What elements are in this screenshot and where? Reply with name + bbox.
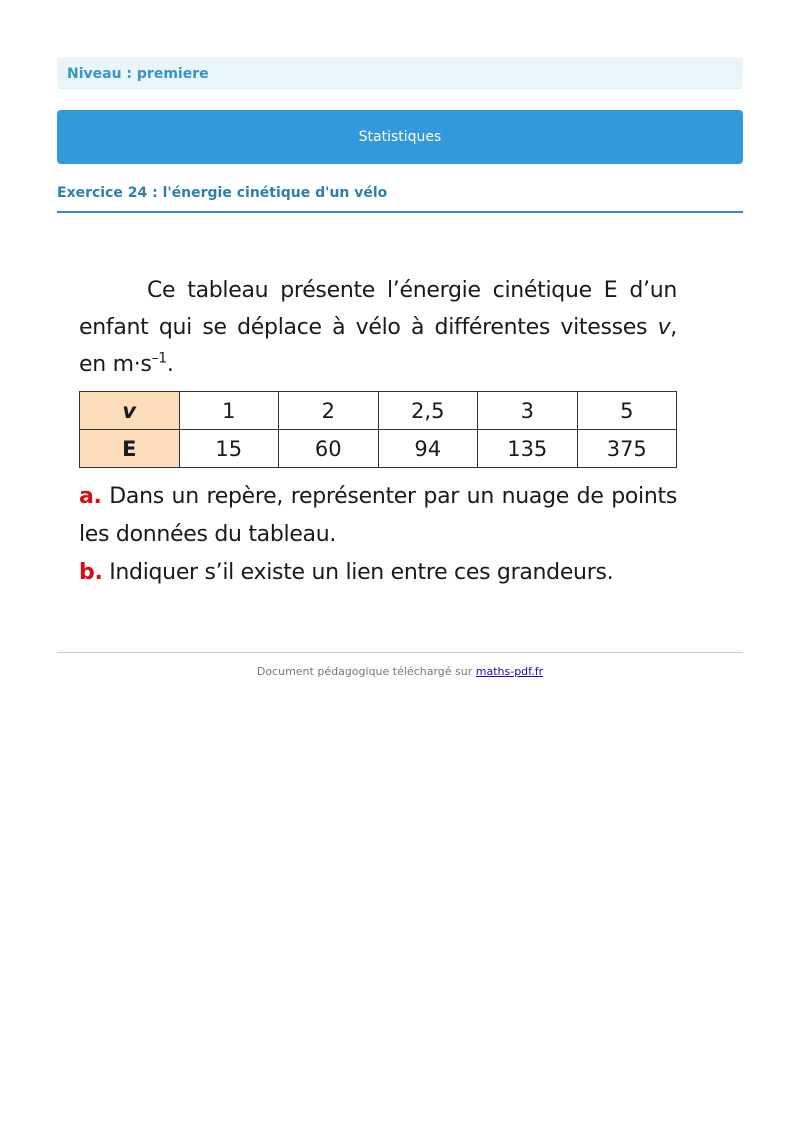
- table-cell-e: 15: [179, 430, 279, 468]
- exercise-content: [79, 272, 677, 592]
- data-table: [79, 391, 677, 468]
- exercise-title: Exercice 24 : l'énergie cinétique d'un vélo: [57, 185, 743, 213]
- level-bar: [57, 57, 743, 90]
- table-cell-v: 1: [179, 392, 279, 430]
- intro-end: .: [166, 352, 174, 377]
- footer: [57, 665, 743, 678]
- table-cell-e: 94: [378, 430, 478, 468]
- table-row-e: [80, 430, 677, 468]
- table-cell-e: 60: [279, 430, 379, 468]
- intro-text-2: , en m·s: [79, 315, 677, 377]
- table-header-e: E: [80, 430, 180, 468]
- table-cell-v: 5: [577, 392, 677, 430]
- question-letter: b.: [79, 560, 103, 585]
- question-text: Dans un repère, représenter par un nuage de points les données du tableau.: [79, 484, 677, 547]
- intro-variable: v: [657, 315, 671, 340]
- level-label: Niveau : premiere: [67, 65, 209, 82]
- question-a: [79, 478, 677, 554]
- footer-link[interactable]: maths-pdf.fr: [475, 665, 544, 678]
- table-cell-e: 135: [478, 430, 578, 468]
- subject-title: Statistiques: [358, 129, 442, 145]
- table-cell-e: 375: [577, 430, 677, 468]
- footer-divider: [57, 652, 743, 653]
- question-b: [79, 554, 677, 592]
- table-header-v: v: [80, 392, 180, 430]
- table-cell-v: 2: [279, 392, 379, 430]
- subject-banner: [57, 110, 743, 164]
- intro-text-1: Ce tableau présente l’énergie cinétique E d’un enfant qui se déplace à vélo à différentes vitesses: [79, 278, 677, 340]
- footer-text: Document pédagogique téléchargé sur: [256, 665, 476, 678]
- table-row-v: [80, 392, 677, 430]
- question-text: Indiquer s’il existe un lien entre ces grandeurs.: [102, 560, 614, 585]
- table-cell-v: 3: [478, 392, 578, 430]
- question-letter: a.: [79, 484, 102, 509]
- table-cell-v: 2,5: [378, 392, 478, 430]
- exercise-intro: [79, 272, 677, 383]
- intro-exponent: –1: [151, 350, 167, 367]
